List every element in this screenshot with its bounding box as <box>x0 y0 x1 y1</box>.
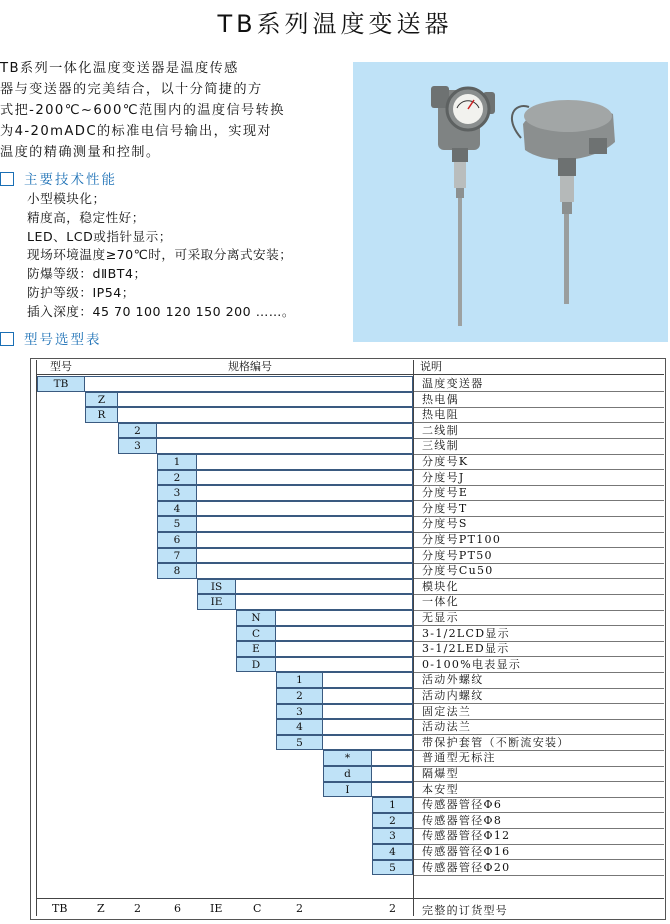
row-description: 分度号PT100 <box>422 533 502 546</box>
transmitter-terminal-head <box>512 100 615 304</box>
row-spacer <box>236 594 413 610</box>
code-cell: Z <box>85 392 118 408</box>
intro-line: 式把-200℃~600℃范围内的温度信号转换 <box>0 103 285 118</box>
row-spacer <box>276 610 413 626</box>
row-description: 3-1/2LCD显示 <box>422 626 510 640</box>
row-description: 固定法兰 <box>422 704 472 718</box>
feature-item: 防护等级：IP54； <box>27 284 135 300</box>
header-desc: 说明 <box>420 360 442 373</box>
order-code: Z <box>97 902 105 915</box>
row-description: 传感器管径Φ12 <box>422 829 511 843</box>
row-spacer <box>372 782 413 798</box>
intro-line: 为4-20mADC的标准电信号输出，实现对 <box>0 124 272 139</box>
row-description: 传感器管径Φ8 <box>422 813 503 827</box>
row-spacer <box>197 563 413 579</box>
order-code: 2 <box>389 902 396 915</box>
row-description: 分度号K <box>422 455 469 468</box>
row-description: 一体化 <box>422 595 459 609</box>
feature-item: 现场环境温度≥70℃时，可采取分离式安装； <box>27 247 293 263</box>
row-spacer <box>372 766 413 782</box>
code-cell: 8 <box>157 563 197 579</box>
row-description: 传感器管径Φ20 <box>422 860 511 874</box>
intro-line: TB系列一体化温度变送器是温度传感 <box>0 61 239 76</box>
row-description: 分度号J <box>422 470 465 484</box>
order-desc: 完整的订货型号 <box>422 904 509 917</box>
code-cell: IE <box>197 594 236 610</box>
page-title: TB系列温度变送器 <box>217 10 453 38</box>
code-cell: I <box>323 782 372 798</box>
row-spacer <box>276 641 413 657</box>
order-code: C <box>253 902 262 915</box>
order-divider <box>36 898 664 899</box>
row-spacer <box>197 470 413 486</box>
row-description: 热电偶 <box>422 392 459 406</box>
code-cell: 5 <box>276 735 323 751</box>
code-cell: 3 <box>372 828 413 844</box>
code-cell: 2 <box>157 470 197 486</box>
code-cell: 3 <box>157 485 197 501</box>
row-spacer <box>197 548 413 564</box>
transmitter-illustration <box>353 62 668 342</box>
row-spacer <box>157 438 413 454</box>
row-description: 普通型无标注 <box>422 751 496 765</box>
row-description: 三线制 <box>422 439 459 453</box>
code-cell: * <box>323 750 372 766</box>
intro-line: 温度的精确测量和控制。 <box>0 145 161 160</box>
table-heading <box>0 328 102 348</box>
row-description: 带保护套管（不断流安装） <box>422 735 570 749</box>
code-cell: 4 <box>276 719 323 735</box>
code-cell: 1 <box>157 454 197 470</box>
row-description: 分度号PT50 <box>422 548 493 562</box>
code-cell: 2 <box>276 688 323 704</box>
features-heading-text: 主要技术性能 <box>24 172 117 188</box>
code-cell: D <box>236 657 276 673</box>
desc-column-divider <box>413 360 414 916</box>
code-cell: d <box>323 766 372 782</box>
order-code: 6 <box>174 902 181 915</box>
code-cell: R <box>85 407 118 423</box>
code-cell: 4 <box>372 844 413 860</box>
row-description: 本安型 <box>422 782 459 796</box>
row-description: 二线制 <box>422 423 459 437</box>
row-description: 传感器管径Φ6 <box>422 798 503 812</box>
order-code: 2 <box>296 902 303 915</box>
header-spec: 规格编号 <box>228 360 272 373</box>
row-divider <box>414 875 664 876</box>
table-left-line <box>36 360 37 916</box>
row-spacer <box>323 704 413 720</box>
row-description: 分度号Cu50 <box>422 564 494 578</box>
feature-item: 防爆等级：dⅡBT4； <box>27 266 147 282</box>
code-cell: 1 <box>276 672 323 688</box>
row-spacer <box>236 579 413 595</box>
order-code: IE <box>210 902 223 915</box>
row-spacer <box>118 407 413 423</box>
row-description: 3-1/2LED显示 <box>422 642 510 656</box>
row-spacer <box>197 485 413 501</box>
code-cell: 5 <box>157 516 197 532</box>
code-cell: 3 <box>276 704 323 720</box>
product-photo <box>353 62 668 342</box>
feature-item: 精度高，稳定性好； <box>27 209 145 225</box>
row-spacer <box>323 672 413 688</box>
intro-paragraph <box>0 58 330 163</box>
row-description: 活动法兰 <box>422 720 472 734</box>
code-cell: 6 <box>157 532 197 548</box>
row-description: 分度号S <box>422 517 468 531</box>
row-spacer <box>197 454 413 470</box>
row-spacer <box>276 657 413 673</box>
square-bullet-icon <box>0 332 14 346</box>
row-spacer <box>323 688 413 704</box>
feature-item: 小型模块化； <box>27 191 106 206</box>
row-spacer <box>118 392 413 408</box>
code-cell: IS <box>197 579 236 595</box>
code-cell: 1 <box>372 797 413 813</box>
row-spacer <box>372 750 413 766</box>
table-heading-text: 型号选型表 <box>24 332 102 348</box>
row-description: 隔爆型 <box>422 767 459 780</box>
row-description: 分度号E <box>422 486 469 500</box>
code-cell: 2 <box>372 813 413 829</box>
features-list <box>27 190 295 322</box>
header-model: 型号 <box>50 360 72 373</box>
order-code: TB <box>52 902 68 915</box>
code-cell: TB <box>37 376 85 392</box>
row-spacer <box>276 626 413 642</box>
row-description: 活动外螺纹 <box>422 673 484 687</box>
row-description: 热电阻 <box>422 408 459 422</box>
row-spacer <box>197 501 413 517</box>
code-cell: 3 <box>118 438 157 454</box>
row-spacer <box>323 735 413 751</box>
intro-line: 器与变送器的完美结合，以十分简捷的方 <box>0 82 263 97</box>
row-description: 分度号T <box>422 501 468 515</box>
code-cell: C <box>236 626 276 642</box>
transmitter-with-gauge <box>431 86 495 326</box>
code-cell: E <box>236 641 276 657</box>
row-spacer <box>323 719 413 735</box>
row-description: 传感器管径Φ16 <box>422 845 511 858</box>
code-cell: 7 <box>157 548 197 564</box>
square-bullet-icon <box>0 172 14 186</box>
row-spacer <box>197 532 413 548</box>
code-cell: 5 <box>372 860 413 876</box>
row-spacer <box>157 423 413 439</box>
feature-item: LED、LCD或指针显示； <box>27 228 172 244</box>
row-description: 活动内螺纹 <box>422 689 484 702</box>
order-code: 2 <box>134 902 141 915</box>
row-spacer <box>85 376 413 392</box>
code-cell: 4 <box>157 501 197 517</box>
header-divider <box>36 374 664 375</box>
features-heading <box>0 168 117 188</box>
row-spacer <box>197 516 413 532</box>
row-description: 温度变送器 <box>422 377 484 390</box>
feature-item: 插入深度：45 70 100 120 150 200 ……。 <box>27 303 295 319</box>
row-description: 无显示 <box>422 611 459 624</box>
row-description: 模块化 <box>422 579 459 593</box>
code-cell: 2 <box>118 423 157 439</box>
row-description: 0-100%电表显示 <box>422 657 522 671</box>
code-cell: N <box>236 610 276 626</box>
